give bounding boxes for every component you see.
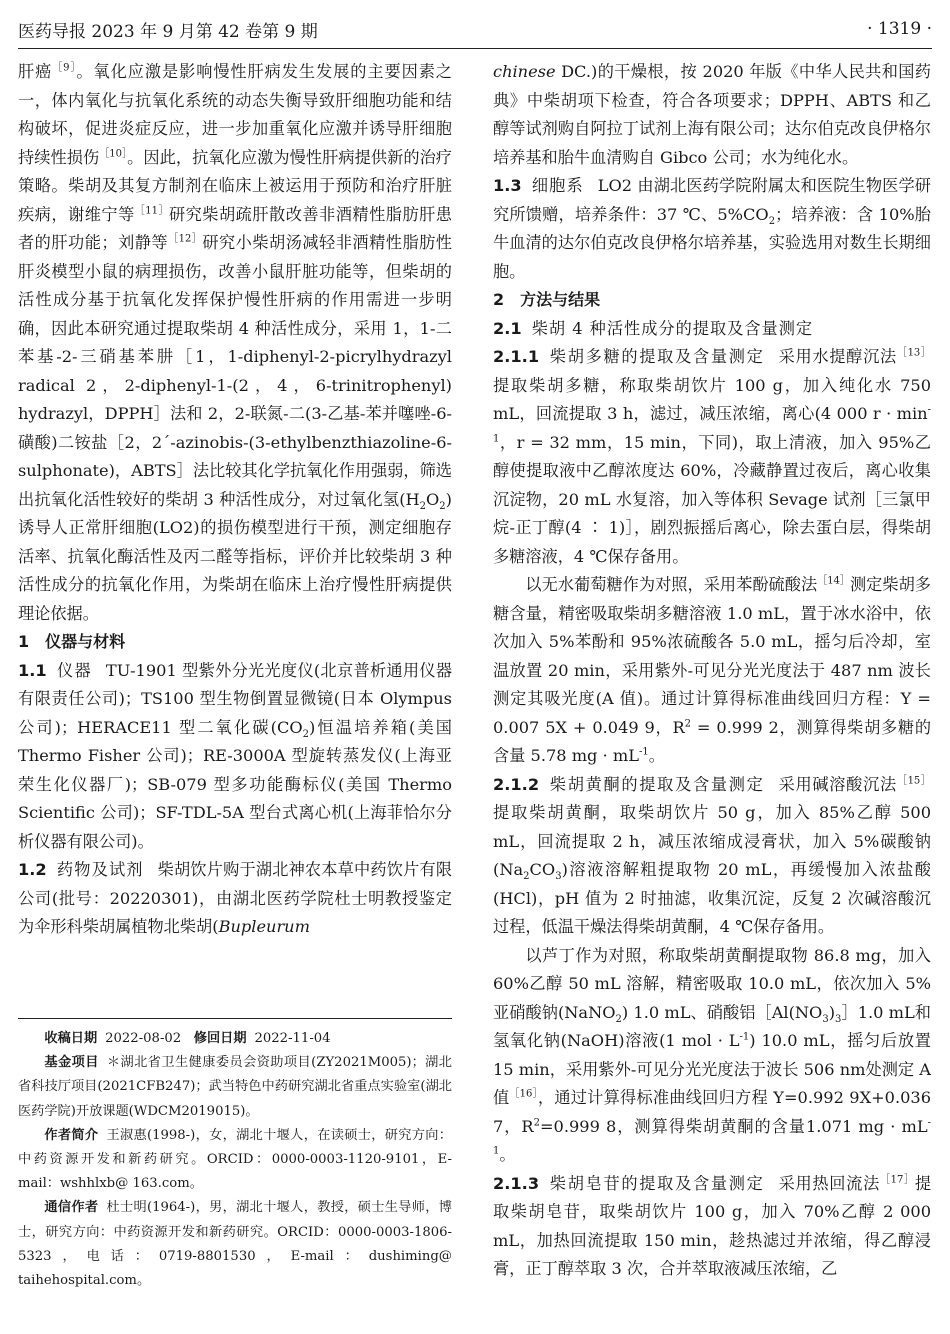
right-column [493,58,931,1284]
ref-citation[interactable]: ［10］ [99,148,128,160]
page-number: · 1319 · [867,19,932,39]
ref-citation[interactable]: ［14］ [817,575,850,587]
flavonoid-assay-paragraph: 以芦丁作为对照，称取柴胡黄酮提取物 86.8 mg，加入 60%乙醇 50 mL 溶解，精密吸取 10.0 mL，依次加入 5%亚硝酸钠(NaNO$_2$) 1.0 mL、硝酸铝$[Al(NO_3)_3]1.0$ mL和氢氧化钠(NaOH)溶液(1 mol · $L^{-1}$) 10.0 mL，摇匀后放置15 min，采用紫外-可见分光光度法于波长 506 nm处测定 A 值$^{[16]}$，通过计算得标准曲线回归方程 Y=0.992 9X+0.036 7，$R^2=0.999$ 8，测算得柴胡黄酮的含量1.071 mg · $mL^{-1}$。 [493,945,931,1164]
ref-citation[interactable]: ［15］ [896,775,932,787]
author-bio: 作者简介 王淑惠(1998-)，女，湖北十堰人，在读硕士，研究方向：中药资源开发和新药研究。ORCID：0000-0003-1120-9101，E-mail：wshhlxb@ 163.com。 [18,1127,452,1192]
left-column [18,58,452,942]
ref-citation[interactable]: ［13］ [896,347,932,359]
subsection-2-1-3: 2.1.3 柴胡皂苷的提取及含量测定 采用热回流法$^{[17]}$提取柴胡皂苷，取柴胡饮片 100 g，加入 70%乙醇 2 000 mL，加热回流提取 150 min，趁热滤过并浓缩，得乙醇浸膏，正丁醇萃取 3 次，合并萃取液减压浓缩，乙 [493,1173,932,1278]
polysaccharide-assay-paragraph: 以无水葡萄糖作为对照，采用苯酚硫酸法$^{[14]}$测定柴胡多糖含量，精密吸取柴胡多糖溶液 1.0 mL，置于冰水浴中，依次加入 5%苯酚和 95%浓硫酸各 5.0 mL，摇匀后冷却，室温放置 20 min，采用紫外-可见分光光度法于 487 nm 波长测定其吸光度(A 值)。通过计算得标准曲线回归方程：Y = 0.007 5X + 0.049 9，$R^2 = 0.999$ 2，测算得柴胡多糖的含量 5.78 mg · $mL^{-1}$。 [493,575,932,765]
footnotes [18,1018,452,1293]
journal-info: 医药导报 2023 年 9 月第 42 卷第 9 期 [18,21,318,42]
ref-citation[interactable]: ［16］ [509,1088,538,1100]
intro-paragraph: 肝癌$^{[9]}$。氧化应激是影响慢性肝病发生发展的主要因素之一，体内氧化与抗氧化系统的动态失衡导致肝细胞功能和结构破坏，促进炎症反应，进一步加重氧化应激并诱导肝细胞持续性损伤$^{[10]}$。因此，抗氧化应激为慢性肝病提供新的治疗策略。柴胡及其复方制剂在临床上被运用于预防和治疗肝脏疾病，谢维宁等$^{[11]}$研究柴胡疏肝散改善非酒精性脂肪肝患者的肝功能；刘静等$^{[12]}$研究小柴胡汤减轻非酒精性脂肪性肝炎模型小鼠的病理损伤，改善小鼠肝脏功能等，但柴胡的活性成分基于抗氧化发挥保护慢性肝病的作用需进一步明确，因此本研究通过提取柴胡 4 种活性成分，采用 1，1-二苯基-2-三硝基苯肼［1，1-diphenyl-2-picrylhydrazyl radical 2，2-diphenyl-1-(2，4，6-trinitrophenyl) hydrazyl，DPPH］法和 2，2-联氮-二(3-乙基-苯并噻唑-6-磺酸)二铵盐［2，2´-azinobis-(3-ethylbenzthiazoline-6-sulphonate)，ABTS］法比较其化学抗氧化作用强弱，筛选出抗氧化活性较好的柴胡 3 种活性成分，对过氧化氢$(H_2O_2)$诱导人正常肝细胞(LO2)的损伤模型进行干预，测定细胞存活率、抗氧化酶活性及丙二醛等指标，评价并比较柴胡 3 种活性成分的抗氧化作用，为柴胡在临床上治疗慢性肝病提供理论依据。 [18,62,452,623]
corresponding-author: 通信作者 杜士明(1964-)，男，湖北十堰人，教授，硕士生导师，博士，研究方向：中药资源开发和新药研究。ORCID：0000-0003-1806-5323，电话：0719-8801530，E-mail：dushiming@ taihehospital.com。 [18,1200,452,1289]
subsection-2-1-1: 2.1.1 柴胡多糖的提取及含量测定 采用水提醇沉法$^{[13]}$提取柴胡多糖，称取柴胡饮片 100 g，加入纯化水 750 mL，回流提取 3 h，滤过，减压浓缩，离心(4 000 $r \cdot \min^{-1}$，r = 32 mm，15 min，下同)，取上清液，加入 95%乙醇使提取液中乙醇浓度达 60%，冷藏静置过夜后，离心收集沉淀物，20 mL 水复溶，加入等体积 Sevage 试剂［三氯甲烷-正丁醇(4 ∶ 1)］，剧烈振摇后离心，除去蛋白层，得柴胡多糖溶液，4 ℃保存备用。 [493,347,932,566]
ref-citation[interactable]: ［9］ [52,62,77,74]
subsection-1-3: 1.3 细胞系 LO2 由湖北医药学院附属太和医院生物医学研究所馈赠，培养条件：37 ℃、$5\%CO_2$；培养液：含 10%胎牛血清的达尔伯克改良伊格尔培养基，实验选用对数生长期细胞。 [493,176,931,281]
subsection-2-1-2: 2.1.2 柴胡黄酮的提取及含量测定 采用碱溶酸沉法$^{[15]}$提取柴胡黄酮，取柴胡饮片 50 g，加入 85%乙醇 500 mL，回流提取 2 h，减压浓缩成浸膏状，加入 5%碳酸钠$(Na_2CO_3)$溶液溶解粗提取物 20 mL，再缓慢加入浓盐酸(HCl)，pH 值为 2 时抽滤，收集沉淀，反复 2 次碱溶酸沉过程，低温干燥法得柴胡黄酮，4 ℃保存备用。 [493,774,932,936]
subsection-1-1: 1.1 仪器 TU-1901 型紫外分光光度仪(北京普析通用仪器有限责任公司)；TS100 型生物倒置显微镜(日本 Olympus 公司)；HERACE11 型二氧化碳$(CO_2)$恒温培养箱(美国 Thermo Fisher 公司)；RE-3000A 型旋转蒸发仪(上海亚荣生化仪器厂)；SB-079 型多功能酶标仪(美国 Thermo Scientific 公司)；SF-TDL-5A 型台式离心机(上海菲恰尔分析仪器有限公司)。 [18,660,453,851]
section-heading-2: 2 方法与结果 [493,290,601,309]
received-dates: 收稿日期 2022-08-02 修回日期 2022-11-04 [44,1031,331,1046]
ref-citation[interactable]: ［17］ [879,1174,915,1186]
subsection-1-2: 1.2 药物及试剂 柴胡饮片购于湖北神农本草中药饮片有限公司(批号：20220301)，由湖北医药学院杜士明教授鉴定为伞形科柴胡属植物北柴胡(Bupleurum [18,860,453,936]
running-header [18,10,932,49]
section-heading-1: 1 仪器与材料 [18,632,126,651]
materials-continued: chinese DC.)的干燥根，按 2020 年版《中华人民共和国药典》中柴胡项下检查，符合各项要求；DPPH、ABTS 和乙醇等试剂购自阿拉丁试剂上海有限公司；达尔伯克改良伊格尔培养基和胎牛血清购自 Gibco 公司；水为纯化水。 [493,62,931,167]
ref-citation[interactable]: ［11］ [134,205,169,217]
ref-citation[interactable]: ［12］ [168,233,203,245]
funding-note: 基金项目 ＊湖北省卫生健康委员会资助项目(ZY2021M005)；湖北省科技厅项目(2021CFB247)；武当特色中药研究湖北省重点实验室(湖北医药学院)开放课题(WDCM2019015)。 [18,1055,452,1119]
subsection-2-1: 2.1 柴胡 4 种活性成分的提取及含量测定 [493,318,814,338]
